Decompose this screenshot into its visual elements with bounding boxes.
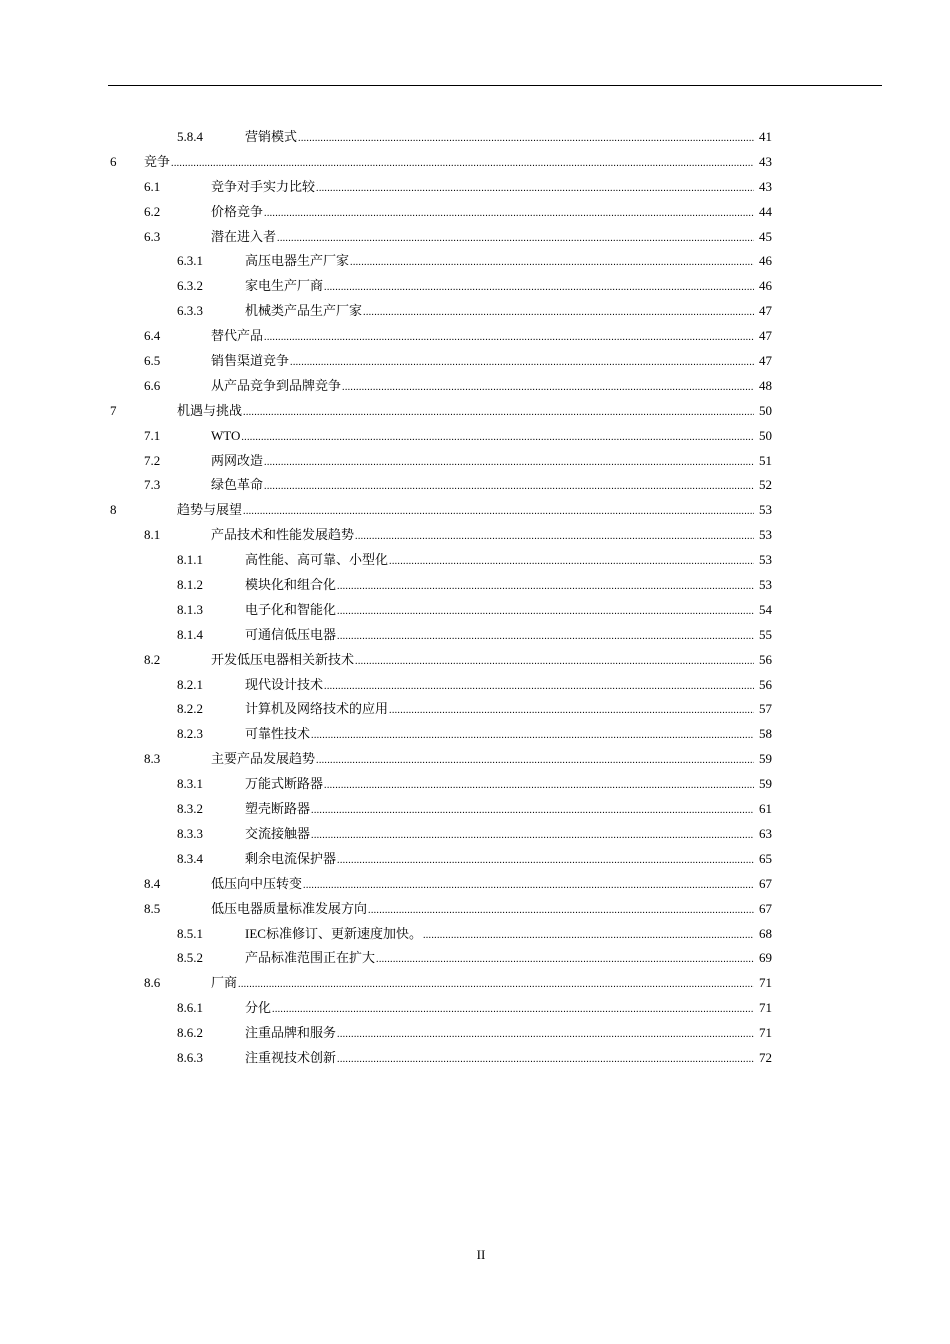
- toc-entry-number: 6.3.3: [177, 303, 203, 319]
- toc-entry-line: [211, 648, 754, 675]
- toc-entry-number: 8.3.2: [177, 801, 203, 817]
- toc-dot-leader: [337, 600, 754, 625]
- toc-entry[interactable]: [0, 374, 950, 399]
- toc-entry-line: [245, 274, 754, 301]
- toc-entry-line: [211, 971, 754, 998]
- toc-entry[interactable]: [0, 125, 950, 150]
- toc-entry[interactable]: [0, 225, 950, 250]
- toc-entry-title: 开发低压电器相关新技术: [211, 651, 355, 667]
- toc-dot-leader: [171, 152, 754, 177]
- toc-dot-leader: [376, 948, 754, 973]
- toc-dot-leader: [243, 500, 754, 525]
- toc-entry-line: [245, 847, 754, 874]
- toc-entry-title: 高压电器生产厂家: [245, 253, 350, 269]
- toc-entry-page: 52: [759, 477, 772, 493]
- toc-entry-title: 电子化和智能化: [245, 601, 337, 617]
- toc-dot-leader: [241, 426, 754, 451]
- toc-entry-number: 7: [110, 402, 117, 418]
- toc-entry-title: IEC标准修订、更新速度加快。: [245, 925, 422, 941]
- toc-entry-title: 机械类产品生产厂家: [245, 303, 363, 319]
- toc-entry-number: 8.3: [144, 751, 161, 767]
- toc-entry[interactable]: [0, 872, 950, 897]
- toc-entry[interactable]: [0, 648, 950, 673]
- toc-entry-page: 67: [759, 900, 772, 916]
- toc-entry[interactable]: [0, 473, 950, 498]
- toc-dot-leader: [316, 749, 754, 774]
- toc-entry-page: 44: [759, 203, 772, 219]
- toc-dot-leader: [368, 899, 754, 924]
- toc-entry-line: [144, 150, 754, 177]
- toc-entry[interactable]: [0, 274, 950, 299]
- toc-entry-line: [211, 872, 754, 899]
- toc-entry-number: 8.5: [144, 900, 161, 916]
- toc-entry-title: 注重品牌和服务: [245, 1025, 337, 1041]
- toc-entry-number: 8.2: [144, 651, 161, 667]
- toc-dot-leader: [264, 202, 754, 227]
- toc-entry[interactable]: [0, 697, 950, 722]
- toc-dot-leader: [337, 1048, 754, 1073]
- toc-dot-leader: [311, 724, 754, 749]
- toc-dot-leader: [355, 650, 754, 675]
- toc-entry[interactable]: [0, 673, 950, 698]
- toc-entry-line: [211, 523, 754, 550]
- toc-entry-page: 59: [759, 776, 772, 792]
- toc-entry-number: 6.1: [144, 178, 161, 194]
- toc-entry-line: [211, 449, 754, 476]
- toc-entry-page: 48: [759, 377, 772, 393]
- toc-dot-leader: [290, 351, 754, 376]
- toc-entry[interactable]: [0, 200, 950, 225]
- toc-dot-leader: [337, 575, 754, 600]
- toc-entry-page: 50: [759, 427, 772, 443]
- toc-entry-line: [245, 548, 754, 575]
- toc-entry-line: [211, 374, 754, 401]
- toc-entry[interactable]: [0, 399, 950, 424]
- toc-entry-page: 41: [759, 129, 772, 144]
- toc-dot-leader: [311, 799, 754, 824]
- toc-dot-leader: [324, 774, 754, 799]
- toc-entry-page: 71: [759, 1025, 772, 1041]
- toc-entry-page: 46: [759, 278, 772, 294]
- toc-entry-line: [245, 299, 754, 326]
- toc-entry-page: 67: [759, 875, 772, 891]
- toc-entry-number: 8.5.2: [177, 950, 203, 966]
- toc-entry[interactable]: [0, 449, 950, 474]
- toc-dot-leader: [389, 550, 754, 575]
- toc-entry[interactable]: [0, 722, 950, 747]
- toc-entry-title: 竞争: [144, 153, 171, 169]
- toc-entry-line: [177, 399, 754, 426]
- toc-dot-leader: [272, 998, 754, 1023]
- header-rule: [108, 85, 882, 86]
- toc-entry-page: 53: [759, 502, 772, 518]
- toc-entry-number: 6.3: [144, 228, 161, 244]
- toc-dot-leader: [363, 301, 754, 326]
- toc-entry[interactable]: [0, 971, 950, 996]
- toc-dot-leader: [342, 376, 754, 401]
- toc-entry-page: 65: [759, 850, 772, 866]
- toc-dot-leader: [324, 675, 754, 700]
- toc-dot-leader: [389, 699, 754, 724]
- toc-entry-page: 71: [759, 975, 772, 991]
- toc-entry-number: 6.3.2: [177, 278, 203, 294]
- toc-entry[interactable]: [0, 797, 950, 822]
- toc-entry-number: 6.6: [144, 377, 161, 393]
- toc-entry[interactable]: [0, 324, 950, 349]
- toc-entry[interactable]: [0, 623, 950, 648]
- toc-dot-leader: [238, 973, 754, 998]
- toc-entry-title: 万能式断路器: [245, 776, 324, 792]
- toc-dot-leader: [337, 849, 754, 874]
- toc-entry[interactable]: [0, 822, 950, 847]
- toc-dot-leader: [350, 251, 754, 276]
- toc-entry-title: 剩余电流保护器: [245, 850, 337, 866]
- toc-entry-title: 两网改造: [211, 452, 264, 468]
- toc-entry-line: [245, 1021, 754, 1048]
- toc-entry[interactable]: [0, 573, 950, 598]
- toc-entry-line: [211, 349, 754, 376]
- toc-entry-number: 7.2: [144, 452, 161, 468]
- toc-entry-line: [245, 673, 754, 700]
- toc-entry-title: WTO: [211, 427, 241, 443]
- toc-entry-line: [245, 822, 754, 849]
- toc-entry-page: 47: [759, 303, 772, 319]
- toc-dot-leader: [311, 824, 754, 849]
- toc-entry-page: 68: [759, 925, 772, 941]
- toc-entry-page: 54: [759, 601, 772, 617]
- toc-entry[interactable]: [0, 175, 950, 200]
- toc-entry[interactable]: [0, 498, 950, 523]
- toc-entry-number: 6: [110, 153, 117, 169]
- toc-entry-line: [245, 598, 754, 625]
- toc-entry-page: 61: [759, 801, 772, 817]
- toc-entry-title: 塑壳断路器: [245, 801, 311, 817]
- toc-entry[interactable]: [0, 897, 950, 922]
- toc-entry-number: 8.1.4: [177, 626, 203, 642]
- toc-entry-page: 53: [759, 552, 772, 568]
- toc-entry-title: 低压电器质量标准发展方向: [211, 900, 368, 916]
- toc-dot-leader: [337, 625, 754, 650]
- table-of-contents: [0, 125, 950, 1071]
- toc-entry-line: [177, 498, 754, 525]
- toc-entry-line: [211, 225, 754, 252]
- toc-entry-line: [245, 249, 754, 276]
- toc-entry-number: 8.6: [144, 975, 161, 991]
- toc-entry-number: 5.8.4: [177, 129, 203, 144]
- toc-entry-number: 6.2: [144, 203, 161, 219]
- toc-entry-line: [245, 125, 754, 152]
- toc-entry-title: 营销模式: [245, 129, 298, 144]
- toc-entry-number: 8.4: [144, 875, 161, 891]
- toc-entry-page: 57: [759, 701, 772, 717]
- toc-entry-line: [245, 922, 754, 949]
- toc-entry-line: [245, 772, 754, 799]
- toc-dot-leader: [355, 525, 754, 550]
- toc-entry-title: 机遇与挑战: [177, 402, 243, 418]
- toc-entry-line: [211, 200, 754, 227]
- toc-dot-leader: [264, 475, 754, 500]
- toc-entry-page: 51: [759, 452, 772, 468]
- toc-dot-leader: [337, 1023, 754, 1048]
- toc-entry-line: [245, 996, 754, 1023]
- toc-entry-number: 6.3.1: [177, 253, 203, 269]
- toc-entry-number: 8.3.4: [177, 850, 203, 866]
- toc-entry-number: 8.3.3: [177, 825, 203, 841]
- toc-entry[interactable]: [0, 922, 950, 947]
- toc-entry[interactable]: [0, 349, 950, 374]
- toc-entry-page: 56: [759, 651, 772, 667]
- toc-entry-line: [211, 747, 754, 774]
- toc-entry-title: 竞争对手实力比较: [211, 178, 316, 194]
- toc-entry-page: 69: [759, 950, 772, 966]
- toc-entry-title: 趋势与展望: [177, 502, 243, 518]
- toc-entry[interactable]: [0, 424, 950, 449]
- toc-entry[interactable]: [0, 249, 950, 274]
- toc-entry-line: [211, 897, 754, 924]
- toc-entry-number: 8.6.3: [177, 1049, 203, 1065]
- toc-entry-number: 6.4: [144, 328, 161, 344]
- toc-entry-title: 高性能、高可靠、小型化: [245, 552, 389, 568]
- toc-entry-number: 8.2.2: [177, 701, 203, 717]
- toc-entry-page: 43: [759, 153, 772, 169]
- toc-entry-number: 8.2.1: [177, 676, 203, 692]
- toc-entry-title: 可靠性技术: [245, 726, 311, 742]
- toc-entry-number: 7.3: [144, 477, 161, 493]
- toc-entry[interactable]: [0, 598, 950, 623]
- toc-entry-title: 替代产品: [211, 328, 264, 344]
- toc-entry-title: 模块化和组合化: [245, 577, 337, 593]
- toc-entry-number: 8.1.1: [177, 552, 203, 568]
- toc-entry-title: 现代设计技术: [245, 676, 324, 692]
- toc-entry-number: 8: [110, 502, 117, 518]
- toc-entry-page: 46: [759, 253, 772, 269]
- toc-entry-line: [211, 324, 754, 351]
- toc-entry-page: 43: [759, 178, 772, 194]
- toc-entry-title: 从产品竞争到品牌竞争: [211, 377, 342, 393]
- toc-entry-page: 55: [759, 626, 772, 642]
- toc-entry-title: 绿色革命: [211, 477, 264, 493]
- toc-entry-line: [211, 175, 754, 202]
- toc-entry-page: 71: [759, 1000, 772, 1016]
- toc-entry-number: 8.1: [144, 527, 161, 543]
- toc-entry-number: 8.5.1: [177, 925, 203, 941]
- toc-entry-line: [211, 424, 754, 451]
- toc-entry-page: 47: [759, 353, 772, 369]
- footer-page-number: II: [476, 1247, 486, 1262]
- toc-entry-title: 注重视技术创新: [245, 1049, 337, 1065]
- toc-entry-line: [245, 946, 754, 973]
- toc-dot-leader: [316, 177, 754, 202]
- toc-entry-page: 53: [759, 577, 772, 593]
- toc-entry-number: 8.1.3: [177, 601, 203, 617]
- toc-entry[interactable]: [0, 996, 950, 1021]
- toc-entry-page: 50: [759, 402, 772, 418]
- toc-dot-leader: [298, 127, 754, 152]
- toc-entry-title: 主要产品发展趋势: [211, 751, 316, 767]
- toc-entry-line: [245, 697, 754, 724]
- toc-entry-title: 可通信低压电器: [245, 626, 337, 642]
- toc-dot-leader: [264, 326, 754, 351]
- toc-entry-title: 分化: [245, 1000, 272, 1016]
- toc-dot-leader: [277, 227, 754, 252]
- toc-entry[interactable]: [0, 150, 950, 175]
- toc-entry-line: [245, 722, 754, 749]
- toc-entry-line: [211, 473, 754, 500]
- toc-entry-page: 63: [759, 825, 772, 841]
- toc-entry-number: 8.1.2: [177, 577, 203, 593]
- toc-entry[interactable]: [0, 299, 950, 324]
- toc-entry-line: [245, 623, 754, 650]
- toc-entry-number: 7.1: [144, 427, 161, 443]
- toc-dot-leader: [324, 276, 754, 301]
- toc-entry-page: 45: [759, 228, 772, 244]
- toc-entry-title: 销售渠道竞争: [211, 353, 290, 369]
- toc-entry-title: 低压向中压转变: [211, 875, 303, 891]
- toc-entry[interactable]: [0, 946, 950, 971]
- toc-entry-line: [245, 573, 754, 600]
- toc-entry-page: 59: [759, 751, 772, 767]
- toc-entry-title: 产品标准范围正在扩大: [245, 950, 376, 966]
- toc-entry-number: 8.6.2: [177, 1025, 203, 1041]
- toc-entry-page: 58: [759, 726, 772, 742]
- toc-entry-page: 47: [759, 328, 772, 344]
- toc-entry-title: 价格竞争: [211, 203, 264, 219]
- toc-dot-leader: [264, 451, 754, 476]
- toc-entry[interactable]: [0, 847, 950, 872]
- toc-entry-title: 交流接触器: [245, 825, 311, 841]
- toc-entry[interactable]: [0, 523, 950, 548]
- toc-entry-title: 计算机及网络技术的应用: [245, 701, 389, 717]
- toc-entry-number: 8.2.3: [177, 726, 203, 742]
- toc-entry-title: 潜在进入者: [211, 228, 277, 244]
- toc-entry[interactable]: [0, 747, 950, 772]
- toc-entry-line: [245, 797, 754, 824]
- toc-dot-leader: [303, 874, 754, 899]
- toc-entry-number: 8.3.1: [177, 776, 203, 792]
- toc-entry-title: 产品技术和性能发展趋势: [211, 527, 355, 543]
- toc-dot-leader: [423, 924, 754, 949]
- toc-entry-number: 8.6.1: [177, 1000, 203, 1016]
- toc-entry-title: 厂商: [211, 975, 238, 991]
- toc-entry[interactable]: [0, 1021, 950, 1046]
- toc-entry-line: [245, 1046, 754, 1073]
- toc-entry-page: 53: [759, 527, 772, 543]
- toc-entry[interactable]: [0, 548, 950, 573]
- toc-entry-number: 6.5: [144, 353, 161, 369]
- toc-dot-leader: [243, 401, 754, 426]
- toc-entry-page: 56: [759, 676, 772, 692]
- toc-entry-page: 72: [759, 1049, 772, 1065]
- toc-entry[interactable]: [0, 1046, 950, 1071]
- toc-entry-title: 家电生产厂商: [245, 278, 324, 294]
- toc-entry[interactable]: [0, 772, 950, 797]
